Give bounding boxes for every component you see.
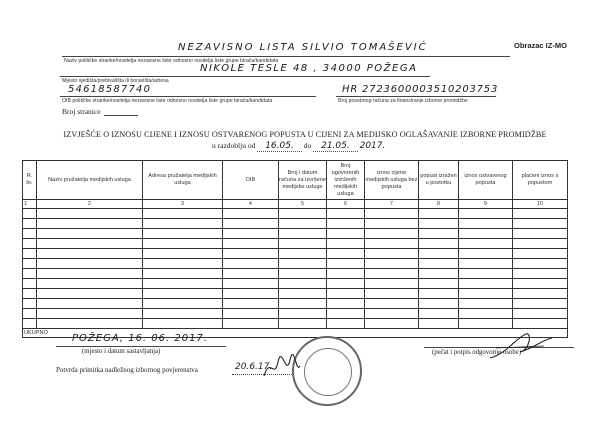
address-label: Mjesto sjedišta/prebivališta ili boravišta/adresa — [62, 78, 169, 84]
col-number: 8 — [419, 200, 459, 209]
table-cell — [513, 309, 568, 319]
table-cell — [327, 229, 365, 239]
table-cell — [513, 229, 568, 239]
table-cell — [143, 319, 223, 329]
table-cell — [23, 249, 37, 259]
col-number: 2 — [37, 200, 143, 209]
table-cell — [365, 319, 419, 329]
place-date-value: POŽEGA, 16. 06. 2017. — [72, 333, 208, 344]
table-cell — [419, 289, 459, 299]
table-cell — [23, 259, 37, 269]
table-cell — [37, 239, 143, 249]
col-header-price: iznos cijene medijskih usluga bez popusta — [365, 161, 419, 200]
col-header-invoice: Broj i datum računa za izvršene medijske usluge — [279, 161, 327, 200]
table-cell — [419, 319, 459, 329]
col-number: 3 — [143, 200, 223, 209]
table-cell — [365, 219, 419, 229]
table-cell — [513, 279, 568, 289]
col-number: 9 — [459, 200, 513, 209]
period-from: 16.05. — [257, 141, 302, 152]
page-number-line — [104, 115, 138, 116]
table-row — [23, 299, 568, 309]
table-cell — [37, 309, 143, 319]
table-cell — [419, 239, 459, 249]
table-row — [23, 269, 568, 279]
table-cell — [143, 269, 223, 279]
table-cell — [459, 219, 513, 229]
table-cell — [279, 289, 327, 299]
col-number: 4 — [223, 200, 279, 209]
table-cell — [327, 259, 365, 269]
table-cell — [37, 319, 143, 329]
page-number-label: Broj stranice — [62, 107, 101, 116]
table-cell — [459, 289, 513, 299]
place-date-label: (mjesto i datum sastavljanja) — [82, 348, 161, 355]
signature-label: (pečat i potpis odgovorne osobe) — [432, 349, 522, 356]
table-row — [23, 209, 568, 219]
table-cell — [365, 239, 419, 249]
table-cell — [459, 299, 513, 309]
table-cell — [223, 279, 279, 289]
table-cell — [279, 239, 327, 249]
table-cell — [143, 219, 223, 229]
table-cell — [327, 319, 365, 329]
table-cell — [279, 259, 327, 269]
table-cell — [419, 259, 459, 269]
table-cell — [365, 249, 419, 259]
col-header-discount-percent: popust izražen u postotku — [419, 161, 459, 200]
period-to-label: do — [303, 141, 312, 150]
col-number: 5 — [279, 200, 327, 209]
table-cell — [513, 289, 568, 299]
table-cell — [279, 299, 327, 309]
col-header-discount-amount: iznos ostvarenog popusta — [459, 161, 513, 200]
table-cell — [327, 209, 365, 219]
table-cell — [419, 269, 459, 279]
table-cell — [143, 279, 223, 289]
table-row — [23, 249, 568, 259]
oib-line — [60, 96, 316, 97]
table-cell — [419, 309, 459, 319]
table-cell — [37, 209, 143, 219]
party-name-value: NEZAVISNO LISTA SILVIO TOMAŠEVIĆ — [178, 42, 428, 53]
table-cell — [365, 209, 419, 219]
col-header-rbr: R. br. — [23, 161, 37, 200]
table-cell — [279, 219, 327, 229]
table-cell — [223, 269, 279, 279]
table-cell — [23, 319, 37, 329]
table-cell — [143, 209, 223, 219]
table-cell — [327, 279, 365, 289]
table-cell — [223, 219, 279, 229]
party-name-line — [62, 56, 510, 57]
receipt-date: 20.6.17. — [235, 362, 273, 372]
table-cell — [513, 249, 568, 259]
table-cell — [23, 239, 37, 249]
col-number: 1 — [23, 200, 37, 209]
table-row — [23, 319, 568, 329]
table-cell — [143, 229, 223, 239]
table-cell — [23, 309, 37, 319]
table-cell — [37, 299, 143, 309]
col-header-services-count: Broj ugovorenih izvršenih medijskih usluga — [327, 161, 365, 200]
col-header-paid-amount: plaćeni iznos s popustom — [513, 161, 568, 200]
col-number: 7 — [365, 200, 419, 209]
table-cell — [23, 209, 37, 219]
official-stamp — [292, 336, 362, 406]
table-row — [23, 309, 568, 319]
table-cell — [327, 219, 365, 229]
col-header-oib: OIB — [223, 161, 279, 200]
table-cell — [223, 229, 279, 239]
responsible-signature — [486, 328, 556, 364]
party-name-label: Naziv političke stranke/nositelja nezavisne liste odnosno nositelja liste grupe birača/kandidata — [64, 58, 279, 64]
table-cell — [419, 279, 459, 289]
col-header-provider-name: Naziv pružatelja medijskih usluga — [37, 161, 143, 200]
report-table — [22, 160, 568, 338]
col-header-provider-address: Adresa pružatelja medijskih usluga — [143, 161, 223, 200]
table-cell — [279, 229, 327, 239]
column-number-row — [23, 200, 568, 209]
table-cell — [143, 259, 223, 269]
address-line — [60, 76, 430, 77]
table-row — [23, 279, 568, 289]
table-cell — [143, 239, 223, 249]
table-cell — [143, 249, 223, 259]
table-cell — [365, 299, 419, 309]
table-cell — [23, 299, 37, 309]
table-cell — [459, 269, 513, 279]
table-cell — [365, 229, 419, 239]
table-cell — [513, 219, 568, 229]
table-cell — [419, 209, 459, 219]
receipt-signature — [262, 352, 302, 382]
table-cell — [419, 219, 459, 229]
table-cell — [37, 269, 143, 279]
table-cell — [459, 229, 513, 239]
table-row — [23, 259, 568, 269]
table-cell — [365, 279, 419, 289]
table-cell — [327, 289, 365, 299]
table-cell — [459, 279, 513, 289]
table-cell — [23, 229, 37, 239]
receipt-label: Potvrda primitka nadležnog izbornog povjerenstva — [56, 366, 198, 374]
table-row — [23, 239, 568, 249]
table-cell — [223, 239, 279, 249]
oib-label: OIB političke stranke/nositelja nezavisne liste odnosno nositelja liste grupe birača/kandidata — [62, 98, 273, 104]
account-value: HR 2723600003510203753 — [342, 84, 499, 95]
table-cell — [459, 259, 513, 269]
table-cell — [327, 239, 365, 249]
table-cell — [419, 229, 459, 239]
table-cell — [327, 309, 365, 319]
total-label: UKUPNO — [23, 329, 568, 338]
table-cell — [279, 209, 327, 219]
table-cell — [419, 299, 459, 309]
col-number: 10 — [513, 200, 568, 209]
table-cell — [37, 289, 143, 299]
table-cell — [513, 269, 568, 279]
table-cell — [279, 319, 327, 329]
form-code: Obrazac IZ-MO — [514, 41, 567, 50]
table-cell — [459, 309, 513, 319]
table-row — [23, 229, 568, 239]
place-date-line — [56, 346, 226, 347]
table-cell — [23, 219, 37, 229]
table-cell — [37, 279, 143, 289]
table-cell — [513, 209, 568, 219]
table-cell — [513, 239, 568, 249]
period-prefix: u razdoblju od — [212, 141, 256, 150]
table-cell — [23, 279, 37, 289]
table-cell — [513, 259, 568, 269]
table-cell — [223, 209, 279, 219]
table-cell — [513, 319, 568, 329]
table-cell — [23, 269, 37, 279]
table-cell — [223, 309, 279, 319]
address-value: NIKOLE TESLE 48 , 34000 POŽEGA — [200, 63, 418, 74]
table-cell — [365, 259, 419, 269]
table-cell — [365, 309, 419, 319]
table-cell — [143, 289, 223, 299]
table-cell — [327, 249, 365, 259]
table-cell — [223, 249, 279, 259]
table-cell — [459, 209, 513, 219]
table-cell — [37, 249, 143, 259]
table-cell — [327, 269, 365, 279]
table-cell — [143, 299, 223, 309]
report-title: IZVJEŠĆE O IZNOSU CIJENE I IZNOSU OSTVARENOG POPUSTA U CIJENI ZA MEDIJSKO OGLAŠAVANJE IZBORNE PROMIDŽBE — [63, 130, 547, 139]
account-label: Broj posebnog računa za financiranje izborne promidžbe — [338, 98, 468, 104]
col-number: 6 — [327, 200, 365, 209]
table-cell — [459, 239, 513, 249]
oib-value: 54618587740 — [68, 84, 152, 95]
table-cell — [327, 299, 365, 309]
report-period — [212, 141, 385, 151]
table-header-row — [23, 161, 568, 200]
table-cell — [143, 309, 223, 319]
period-to: 21.05. — [313, 141, 358, 152]
table-cell — [419, 249, 459, 259]
table-cell — [223, 259, 279, 269]
table-cell — [279, 249, 327, 259]
table-cell — [37, 259, 143, 269]
table-cell — [279, 269, 327, 279]
table-cell — [459, 319, 513, 329]
table-cell — [223, 289, 279, 299]
table-cell — [279, 279, 327, 289]
table-cell — [223, 299, 279, 309]
table-cell — [459, 249, 513, 259]
table-row — [23, 289, 568, 299]
table-cell — [37, 219, 143, 229]
period-year: 2017. — [359, 141, 386, 151]
table-cell — [37, 229, 143, 239]
table-cell — [365, 269, 419, 279]
table-cell — [223, 319, 279, 329]
account-line — [336, 96, 496, 97]
table-cell — [23, 289, 37, 299]
table-cell — [365, 289, 419, 299]
table-cell — [279, 309, 327, 319]
stamp-inner-ring — [304, 348, 352, 396]
table-cell — [513, 299, 568, 309]
table-row — [23, 219, 568, 229]
